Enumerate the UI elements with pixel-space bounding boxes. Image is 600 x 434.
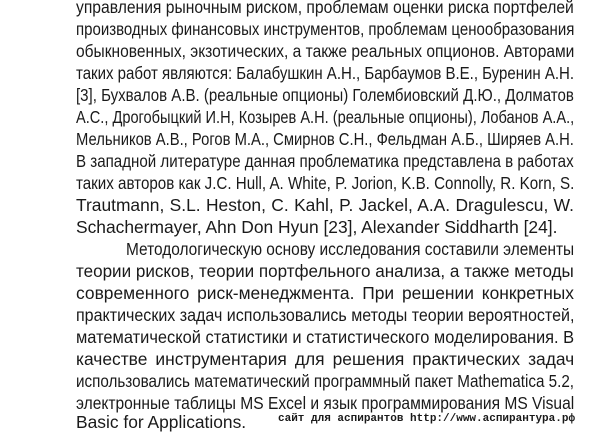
paragraph-2-line-8: электронные таблицы MS Excel и язык программирования MS Visual — [76, 393, 575, 413]
paragraph-1-line-3: обыкновенных, экзотических, а также реальных опционов. Авторами — [76, 41, 575, 61]
paragraph-2-line-2: теории рисков, теории портфельного анализа, а также методы — [76, 261, 574, 281]
paragraph-1-line-6: А.С., Дрогобыцкий И.Н, Козырев А.Н. (реальные опционы), Лобанов А.А., — [76, 107, 575, 127]
paragraph-1-line-1: управления рыночным риском, проблемам оценки риска портфелей — [76, 0, 574, 17]
paragraph-2-line-9: Basic for Applications. — [76, 412, 247, 432]
paragraph-2-line-6: качестве инструментария для решения практических задач — [76, 349, 575, 369]
paragraph-1-line-9: таких авторов как J.C. Hull, A. White, P. Jorion, K.B. Connolly, R. Korn, S. — [76, 173, 575, 193]
paragraph-2-line-7: использовались математический программный пакет Mathematica 5.2, — [76, 371, 575, 391]
paragraph-2-line-3: современного риск-менеджмента. При решении конкретных — [76, 283, 575, 303]
paragraph-2-line-5: математической статистики и статистического моделирования. В — [76, 327, 575, 347]
footer-site-link[interactable]: сайт для аспирантов http://www.аспирантура.рф — [278, 413, 576, 425]
paragraph-1-line-5: [3], Бухвалов А.В. (реальные опционы) Голембиовский Д.Ю., Долматов — [76, 85, 574, 105]
paragraph-1-line-4: таких работ являются: Балабушкин А.Н., Барбаумов В.Е., Буренин А.Н. — [76, 63, 575, 83]
paragraph-1-line-8: В западной литературе данная проблематика представлена в работах — [76, 151, 574, 171]
paragraph-2-line-1: Методологическую основу исследования составили элементы — [126, 239, 575, 259]
paragraph-1-line-7: Мельников А.В., Рогов М.А., Смирнов С.Н., Фельдман А.Б., Ширяев А.Н. — [76, 129, 574, 149]
paragraph-1-line-10: Trautmann, S.L. Heston, C. Kahl, P. Jackel, A.A. Dragulescu, W. — [76, 195, 574, 215]
paragraph-1-line-11: Schachermayer, Ahn Don Hyun [23], Alexander Siddharth [24]. — [76, 217, 558, 237]
paragraph-2-line-4: практических задач использовались методы теории вероятностей, — [76, 305, 575, 325]
paragraph-1-line-2: производных финансовых инструментов, проблемам ценообразования — [76, 19, 575, 39]
